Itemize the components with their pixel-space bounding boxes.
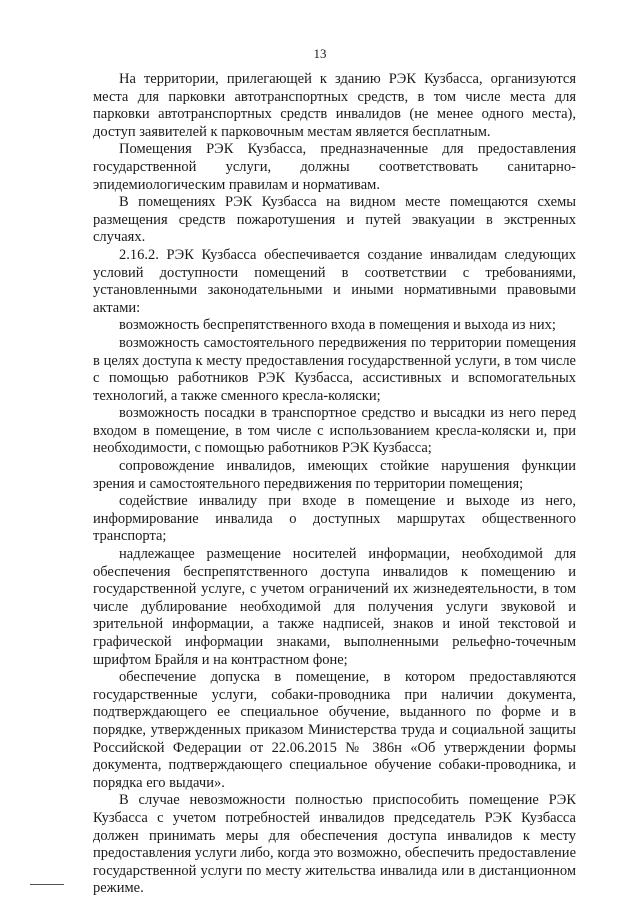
paragraph-evacuation-schemes: В помещениях РЭК Кузбасса на видном месте помещаются схемы размещения средств пожаротушения и путей эвакуации в экстренных случаях. (93, 194, 576, 246)
list-item-information: надлежащее размещение носителей информации, необходимой для обеспечения беспрепятственного доступа инвалидов к помещению и государственной услуге, с учетом ограничений их жизнедеятельности, в том числе дублирование необходимой для получения услуги звуковой и зрительной информации, а также надписей, знаков и иной текстовой и графической информации знаками, выполненными рельефно-точечным шрифтом Брайля и на контрастном фоне; (93, 546, 576, 668)
paragraph-alternative-service: В случае невозможности полностью приспособить помещение РЭК Кузбасса с учетом потребностей инвалидов председатель РЭК Кузбасса должен принимать меры для обеспечения доступа инвалидов к месту предоставления услуги либо, когда это возможно, обеспечить предоставление государственной услуги по месту жительства инвалида или в дистанционном режиме. (93, 792, 576, 897)
footer-divider (30, 884, 64, 885)
list-item-escort: сопровождение инвалидов, имеющих стойкие нарушения функции зрения и самостоятельного передвижения по территории помещения; (93, 458, 576, 492)
list-item-entrance: возможность беспрепятственного входа в помещения и выхода из них; (119, 317, 556, 334)
list-item-guide-dog: обеспечение допуска в помещение, в котором предоставляются государственные услуги, собаки-проводника при наличии документа, подтверждающего ее специальное обучение, выданного по форме и в порядке, утвержденных приказом Министерства труда и социальной защиты Российской Федерации от 22.06.2015 № 386н «Об утверждении формы документа, подтверждающего специальное обучение собаки-проводника, и порядка его выдачи». (93, 669, 576, 791)
list-item-movement: возможность самостоятельного передвижения по территории помещения в целях доступа к месту предоставления государственной услуги, в том числе с помощью работников РЭК Кузбасса, ассистивных и вспомогательных технологий, а также сменного кресла-коляски; (93, 334, 576, 404)
paragraph-parking: На территории, прилегающей к зданию РЭК Кузбасса, организуются места для парковки автотранспортных средств, в том числе места для парковки автотранспортных средств инвалидов (не менее одного места), доступ заявителей к парковочным местам является бесплатным. (93, 71, 576, 140)
list-item-transport: возможность посадки в транспортное средство и высадки из него перед входом в помещение, в том числе с использованием кресла-коляски и, при необходимости, с помощью работников РЭК Кузбасса; (93, 405, 576, 457)
paragraph-premises-requirements: Помещения РЭК Кузбасса, предназначенные для предоставления государственной услуги, должны соответствовать санитарно-эпидемиологическим правилам и нормативам. (93, 141, 576, 193)
document-body (93, 71, 576, 898)
page-number: 13 (313, 46, 327, 61)
list-item-assistance: содействие инвалиду при входе в помещение и выходе из него, информирование инвалида о доступных маршрутах общественного транспорта; (93, 493, 576, 545)
paragraph-section-2-16-2: 2.16.2. РЭК Кузбасса обеспечивается создание инвалидам следующих условий доступности помещений в соответствии с требованиями, установленными законодательными и иными нормативными правовыми актами: (93, 246, 576, 316)
